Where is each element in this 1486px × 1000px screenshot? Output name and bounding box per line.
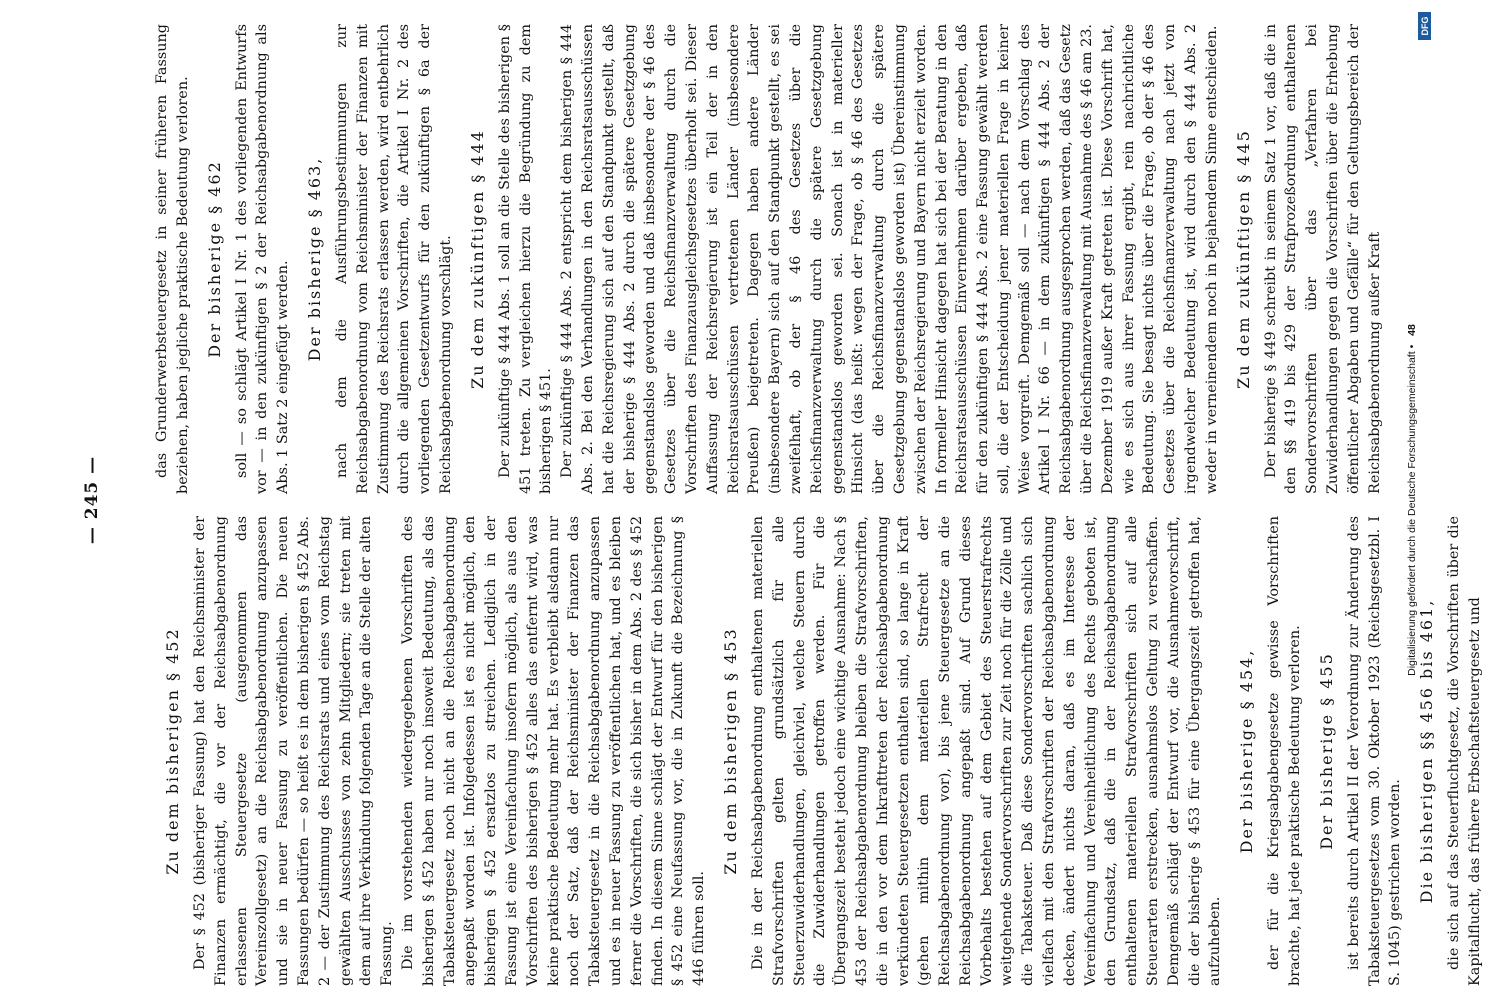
paragraph: nach dem die Ausführungsbestimmungen zur Reichsabgabenordnung vom Reichsminister der Finanzen mit Zustimmung des Reichsrats erlassen werden, wird entbehrlich durch die allgemeinen Vorschriften, die Artikel I Nr. 2 des vorliegenden Gesetzentwurfs für den zukünftigen § 6a der Reichsabgabenordnung vorschlägt.	[333, 24, 454, 494]
dfg-logo	[1418, 12, 1431, 40]
dfg-logo-text: DFG	[1419, 16, 1430, 36]
left-column-text	[162, 516, 1486, 986]
section-heading: Der bisherige § 462	[204, 160, 224, 358]
paragraph: die sich auf das Steuerfluchtgesetz, die Vorschriften über die Kapitalflucht, das frühere Erbschaftsteuergesetz und	[1446, 516, 1484, 986]
paragraph: der für die Kriegsabgabengesetze gewisse Vorschriften brachte, hat jede praktische Bedeutung verloren.	[1266, 516, 1304, 986]
left-column	[152, 516, 1484, 986]
paragraph: Die in der Reichsabgabenordnung enthaltenen materiellen Strafvorschriften gelten grundsätzlich für alle Steuerzuwiderhandlungen, gleichviel, welche Steuern durch die Zuwiderhandlungen getroffen werden. Für die Übergangszeit besteht jedoch eine wichtige Ausnahme: Nach § 453 der Reichsabgabenordnung bleiben die Strafvorschriften, die in den vor dem Inkrafttreten der Reichsabgabenordnung verkündeten Steuergesetzen enthalten sind, so lange in Kraft (gehen mithin dem materiellen Strafrecht der Reichsabgabenordnung vor), bis jene Steuergesetze an die Reichsabgabenordnung angepaßt sind. Auf Grund dieses Vorbehalts bestehen auf dem Gebiet des Steuerstrafrechts weitgehende Sondervorschriften zur Zeit noch für die Zölle und die Tabaksteuer. Daß diese Sondervorschriften sachlich sich vielfach mit den Strafvorschriften der Reichsabgabenordnung decken, ändert nichts daran, daß es im Interesse der Vereinfachung und Vereinheitlichung des Rechts geboten ist, den Grundsatz, daß die in der Reichsabgabenordnung enthaltenen materiellen Strafvorschriften sich auf alle Steuerarten erstrecken, ausnahmslos Geltung zu verschaffen. Demgemäß schlägt der Entwurf vor, die Ausnahmevorschrift, die der bisherige § 453 für eine Übergangszeit getroffen hat, aufzuheben.	[749, 516, 1224, 986]
section-heading: Der bisherige § 454,	[1237, 648, 1257, 854]
section-heading: Zu dem bisherigen § 453	[720, 627, 740, 875]
paragraph: Der § 452 (bisheriger Fassung) hat den Reichsminister der Finanzen ermächtigt, die vor der Reichsabgabenordnung erlassenen Steuergesetze (ausgenommen das Vereinszollgesetz) an die Reichsabgabenordnung anzupassen und sie in neuer Fassung zu veröffentlichen. Die neuen Fassungen bedürfen — so heißt es in dem bisherigen § 452 Abs. 2 — der Zustimmung des Reichsrats und eines vom Reichstag gewählten Ausschusses von zehn Mitgliedern; sie treten mit dem auf ihre Verkündung folgenden Tage an die Stelle der alten Fassung.	[192, 516, 396, 986]
section-heading: Zu dem bisherigen § 452	[163, 627, 182, 875]
credit-label: Digitalisierung gefördert durch die Deutsche Forschungsgemeinschaft •	[1406, 344, 1418, 676]
paragraph: Der bisherige § 449 schreibt in seinem Satz 1 vor, daß die in den §§ 419 bis 429 der Strafprozeßordnung enthaltenen Sondervorschriften über das „Verfahren bei Zuwiderhandlungen gegen die Vorschriften über die Erhebung öffentlicher Abgaben und Gefälle“ für den Geltungsbereich der Reichsabgabenordnung außer Kraft	[1262, 24, 1383, 494]
section-heading: Zu dem zukünftigen § 445	[1233, 129, 1253, 389]
section-heading: Die bisherigen §§ 456 bis 461,	[1417, 598, 1437, 904]
credit-page-number: 48	[1406, 324, 1418, 336]
digitization-credit	[1397, 10, 1427, 990]
paragraph: das Grunderwerbsteuergesetz in seiner früheren Fassung beziehen, haben jegliche praktische Bedeutung verloren.	[154, 24, 191, 494]
section-heading: Der bisherige § 463,	[304, 156, 324, 362]
paragraph: ist bereits durch Artikel II der Verordnung zur Änderung des Tabaksteuergesetzes vom 30. Oktober 1923 (Reichsgesetzbl. I S. 1045) gestrichen worden.	[1345, 516, 1404, 986]
paragraph: Der zukünftige § 444 Abs. 1 soll an die Stelle des bisherigen § 451 treten. Zu vergleichen hierzu die Begründung zu dem bisherigen § 451.	[496, 24, 555, 494]
paragraph: soll — so schlägt Artikel I Nr. 1 des vorliegenden Entwurfs vor — in den zukünftigen § 2 der Reichsabgabenordnung als Abs. 1 Satz 2 eingefügt werden.	[233, 24, 292, 494]
right-column-text	[152, 24, 1385, 494]
right-column	[152, 24, 1383, 494]
section-heading: Der bisherige § 455	[1316, 652, 1336, 850]
section-heading: Zu dem zukünftigen § 444	[467, 129, 487, 389]
paragraph: Der zukünftige § 444 Abs. 2 entspricht dem bisherigen § 444 Abs. 2. Bei den Verhandlungen in den Reichsratsausschüssen hat die Reichsregierung sich auf den Standpunkt gestellt, daß der bisherige § 444 Abs. 2 durch die spätere Gesetzgebung gegenstandslos geworden und daß insbesondere der § 46 des Gesetzes über die Reichsfinanzverwaltung durch die Vorschriften des Finanzausgleichsgesetzes überholt sei. Dieser Auffassung der Reichsregierung ist ein Teil der in den Reichsratsausschüssen vertretenen Länder (insbesondere Preußen) beigetreten. Dagegen haben andere Länder (insbesondere Bayern) sich auf den Standpunkt gestellt, es sei zweifelhaft, ob der § 46 des Gesetzes über die Reichsfinanzverwaltung durch die spätere Gesetzgebung gegenstandslos geworden sei. Sonach ist in materieller Hinsicht (das heißt: wegen der Frage, ob § 46 des Gesetzes über die Reichsfinanzverwaltung durch die spätere Gesetzgebung gegenstandslos geworden ist) Übereinstimmung zwischen der Reichsregierung und Bayern nicht erzielt worden. In formeller Hinsicht dagegen hat sich bei der Beratung in den Reichsratsausschüssen Einvernehmen darüber ergeben, daß für den zukünftigen § 444 Abs. 2 eine Fassung gewählt werden soll, die der Entscheidung jener materiellen Frage in keiner Weise vorgreift. Demgemäß soll — nach dem Vorschlag des Artikel I Nr. 66 — in dem zukünftigen § 444 Abs. 2 der Reichsabgabenordnung ausgesprochen werden, daß das Gesetz über die Reichsfinanzverwaltung mit Ausnahme des § 46 am 23. Dezember 1919 außer Kraft getreten ist. Diese Vorschrift hat, wie es sich aus ihrer Fassung ergibt, rein nachrichtliche Bedeutung. Sie besagt nichts über die Frage, ob der § 46 des Gesetzes über die Reichsfinanzverwaltung nach jetzt von irgendwelcher Bedeutung ist, wird durch den § 444 Abs. 2 weder in verneinendem noch in bejahendem Sinne entschieden.	[559, 24, 1220, 494]
credit-text	[1406, 20, 1418, 980]
paragraph: Die im vorstehenden wiedergegebenen Vorschriften des bisherigen § 452 haben nur noch insoweit Bedeutung, als das Tabaksteuergesetz noch nicht an die Reichsabgabenordnung angepaßt worden ist. Infolgedessen ist es nicht möglich, den bisherigen § 452 ersatzlos zu streichen. Lediglich in der Fassung ist eine Vereinfachung insofern möglich, als aus den Vorschriften des bisherigen § 452 alles das entfernt wird, was keine praktische Bedeutung mehr hat. Es verbleibt alsdann nur noch der Satz, daß der Reichsminister der Finanzen das Tabaksteuergesetz in die Reichsabgabenordnung anzupassen und es in neuer Fassung zu veröffentlichen hat, und es bleiben ferner die Vorschriften, die sich bisher in dem Abs. 2 des § 452 finden. In diesem Sinne schlägt der Entwurf für den bisherigen § 452 eine Neufassung vor, die in Zukunft die Bezeichnung § 446 führen soll.	[399, 516, 708, 986]
page-number: — 245 —	[82, 455, 102, 545]
